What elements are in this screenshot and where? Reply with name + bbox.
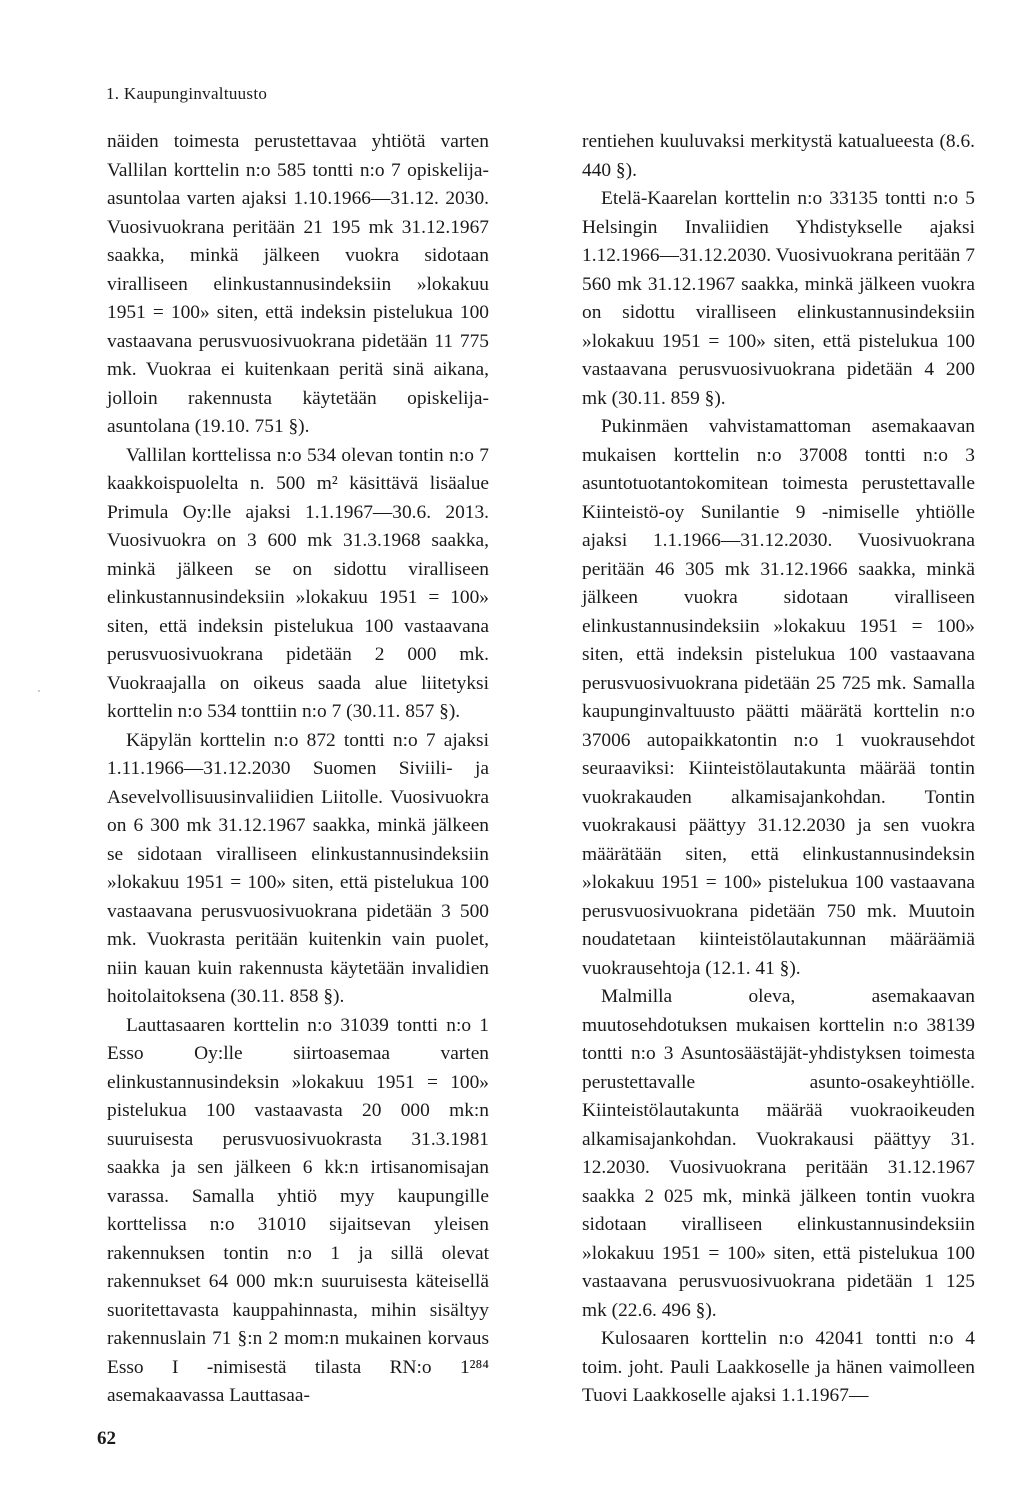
paragraph: Käpylän korttelin n:o 872 tontti n:o 7 ajaksi 1.11.1966—31.12.2030 Suomen Siviili- ja Asevelvollisuusinvaliidien Liitolle. Vuosivuokra on 6 300 mk 31.12.1967 saakka, minkä jälkeen se sidotaan viralliseen elinkustannusindeksiin »lokakuu 1951 = 100» siten, että pistelukua 100 vastaavana perusvuosivuokrana pidetään 3 500 mk. Vuokrasta peritään kuitenkin vain puolet, niin kauan kuin rakennusta käytetään invalidien hoitolaitoksena (30.11. 858 §).	[107, 729, 489, 1007]
scan-speck	[38, 690, 40, 692]
paragraph: Malmilla oleva, asemakaavan muutosehdotuksen mukaisen korttelin n:o 38139 tontti n:o 3 Asuntosäästäjät-yhdistyksen toimesta perustettavalle asunto-osakeyhtiölle. Kiinteistölautakunta määrää vuokraoikeuden alkamisajankohdan. Vuokrakausi päättyy 31. 12.2030. Vuosivuokrana peritään 31.12.1967 saakka 2 025 mk, minkä jälkeen tontin vuokra sidotaan viralliseen elinkustannusindeksiin »lokakuu 1951 = 100» siten, että pistelukua 100 vastaavana perusvuosivuokrana pidetään 1 125 mk (22.6. 496 §).	[582, 986, 975, 1321]
paragraph: rentiehen kuuluvaksi merkitystä katualueesta (8.6. 440 §).	[582, 131, 975, 181]
paragraph: Etelä-Kaarelan korttelin n:o 33135 tontti n:o 5 Helsingin Invaliidien Yhdistykselle ajaksi 1.12.1966—31.12.2030. Vuosivuokrana peritään 7 560 mk 31.12.1967 saakka, minkä jälkeen vuokra on sidottu viralliseen elinkustannusindeksiin »lokakuu 1951 = 100» siten, että pistelukua 100 vastaavana perusvuosivuokrana pidetään 4 200 mk (30.11. 859 §).	[582, 188, 975, 409]
section-header: 1. Kaupunginvaltuusto	[106, 84, 268, 103]
paragraph: Pukinmäen vahvistamattoman asemakaavan mukaisen korttelin n:o 37008 tontti n:o 3 asuntotuotantokomitean toimesta perustettavalle Kiinteistö-oy Sunilantie 9 -nimiselle yhtiölle ajaksi 1.1.1966—31.12.2030. Vuosivuokrana peritään 46 305 mk 31.12.1966 saakka, minkä jälkeen vuokra sidotaan viralliseen elinkustannusindeksiin »lokakuu 1951 = 100» siten, että indeksin pistelukua 100 vastaavana perusvuosivuokrana pidetään 25 725 mk. Samalla kaupunginvaltuusto päätti määrätä korttelin n:o 37006 autopaikkatontin n:o 1 vuokrausehdot seuraaviksi: Kiinteistölautakunta määrää tontin vuokrakauden alkamisajankohdan. Tontin vuokrakausi päättyy 31.12.2030 ja sen vuokra määrätään siten, että elinkustannusindeksin »lokakuu 1951 = 100» pistelukua 100 vastaavana perusvuosivuokrana pidetään 750 mk. Muutoin noudatetaan kiinteistölautakunnan määräämiä vuokrausehtoja (12.1. 41 §).	[582, 416, 975, 979]
left-column	[107, 128, 489, 1411]
paragraph: Lauttasaaren korttelin n:o 31039 tontti n:o 1 Esso Oy:lle siirtoasemaa varten elinkustannusindeksin »lokakuu 1951 = 100» pistelukua 100 vastaavasta 20 000 mk:n suuruisesta perusvuosivuokrasta 31.3.1981 saakka ja sen jälkeen 6 kk:n irtisanomisajan varassa. Samalla yhtiö myy kaupungille korttelissa n:o 31010 sijaitsevan yleisen rakennuksen tontin n:o 1 ja sillä olevat rakennukset 64 000 mk:n suuruisesta käteisellä suoritettavasta kauppahinnasta, mihin sisältyy rakennuslain 71 §:n 2 mom:n mukainen korvaus Esso I -nimisestä tilasta RN:o 1²⁸⁴ asemakaavassa Lauttasaa-	[107, 1014, 489, 1406]
paragraph: näiden toimesta perustettavaa yhtiötä varten Vallilan korttelin n:o 585 tontti n:o 7 opiskelija-asuntolaa varten ajaksi 1.10.1966—31.12. 2030. Vuosivuokrana peritään 21 195 mk 31.12.1967 saakka, minkä jälkeen vuokra sidotaan viralliseen elinkustannusindeksiin »lokakuu 1951 = 100» siten, että indeksin pistelukua 100 vastaavana perusvuosivuokrana pidetään 11 775 mk. Vuokraa ei kuitenkaan peritä sinä aikana, jolloin rakennusta käytetään opiskelija-asuntolana (19.10. 751 §).	[107, 131, 489, 437]
paragraph: Vallilan korttelissa n:o 534 olevan tontin n:o 7 kaakkoispuolelta n. 500 m² käsittävä lisäalue Primula Oy:lle ajaksi 1.1.1967—30.6. 2013. Vuosivuokra on 3 600 mk 31.3.1968 saakka, minkä jälkeen se on sidottu viralliseen elinkustannusindeksiin »lokakuu 1951 = 100» siten, että indeksin pistelukua 100 vastaavana perusvuosivuokrana pidetään 2 000 mk. Vuokraajalla on oikeus saada alue liitetyksi korttelin n:o 534 tonttiin n:o 7 (30.11. 857 §).	[107, 444, 489, 722]
paragraph: Kulosaaren korttelin n:o 42041 tontti n:o 4 toim. joht. Pauli Laakkoselle ja hänen vaimolleen Tuovi Laakkoselle ajaksi 1.1.1967—	[582, 1328, 975, 1406]
right-column	[582, 128, 975, 1411]
page-number: 62	[97, 1428, 116, 1449]
